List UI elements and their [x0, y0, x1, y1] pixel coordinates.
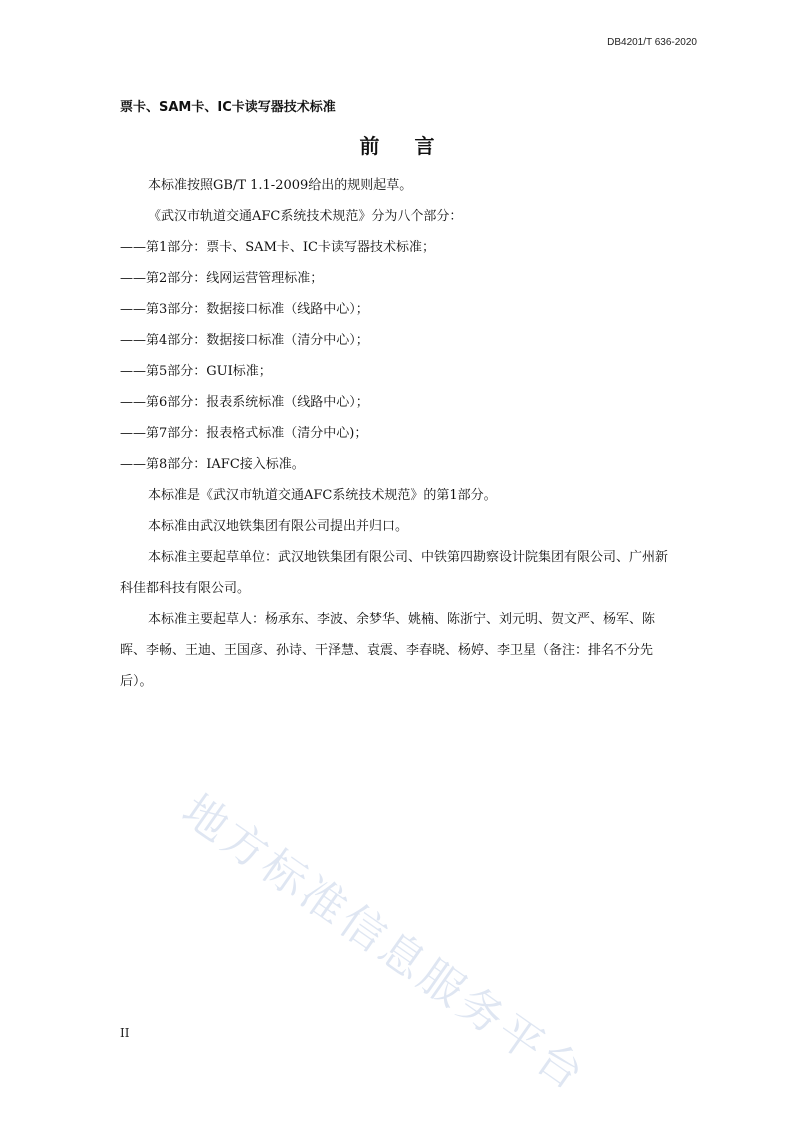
part-list-item: ——第7部分：报表格式标准（清分中心)；	[120, 426, 368, 441]
part-title: 票卡、SAM卡、IC卡读写器技术标准	[120, 100, 336, 115]
part-list-item: ——第5部分：GUI标准；	[120, 364, 272, 379]
part-list-item: ——第3部分：数据接口标准（线路中心）；	[120, 302, 369, 317]
foreword-body	[120, 170, 680, 697]
part-list-item: ——第4部分：数据接口标准（清分中心）；	[120, 333, 369, 348]
part-list-item: ——第8部分：IAFC接入标准。	[120, 457, 305, 472]
section-heading: 前 言	[359, 134, 449, 158]
document-code: DB4201/T 636-2020	[607, 37, 697, 48]
body-paragraph: 本标准由武汉地铁集团有限公司提出并归口。	[148, 519, 409, 534]
drafting-units-paragraph: 本标准主要起草单位：武汉地铁集团有限公司、中铁第四勘察设计院集团有限公司、广州新科佳都科技有限公司。	[120, 550, 669, 596]
part-list-item: ——第1部分：票卡、SAM卡、IC卡读写器技术标准；	[120, 240, 435, 255]
drafters-paragraph: 本标准主要起草人：杨承东、李波、余梦华、姚楠、陈浙宁、刘元明、贺文严、杨军、陈晖、李畅、王迪、王国彦、孙诗、干泽慧、袁震、李春晓、杨婷、李卫星（备注：排名不分先后）。	[120, 612, 656, 689]
body-paragraph: 本标准是《武汉市轨道交通AFC系统技术规范》的第1部分。	[148, 488, 497, 503]
watermark: 地方标准信息服务平台	[172, 784, 596, 1102]
part-list-item: ——第6部分：报表系统标准（线路中心）；	[120, 395, 369, 410]
intro-paragraph: 《武汉市轨道交通AFC系统技术规范》分为八个部分：	[148, 209, 463, 224]
page-number: II	[120, 1026, 130, 1040]
part-list-item: ——第2部分：线网运营管理标准；	[120, 271, 324, 286]
intro-paragraph: 本标准按照GB/T 1.1-2009给出的规则起草。	[148, 178, 413, 193]
